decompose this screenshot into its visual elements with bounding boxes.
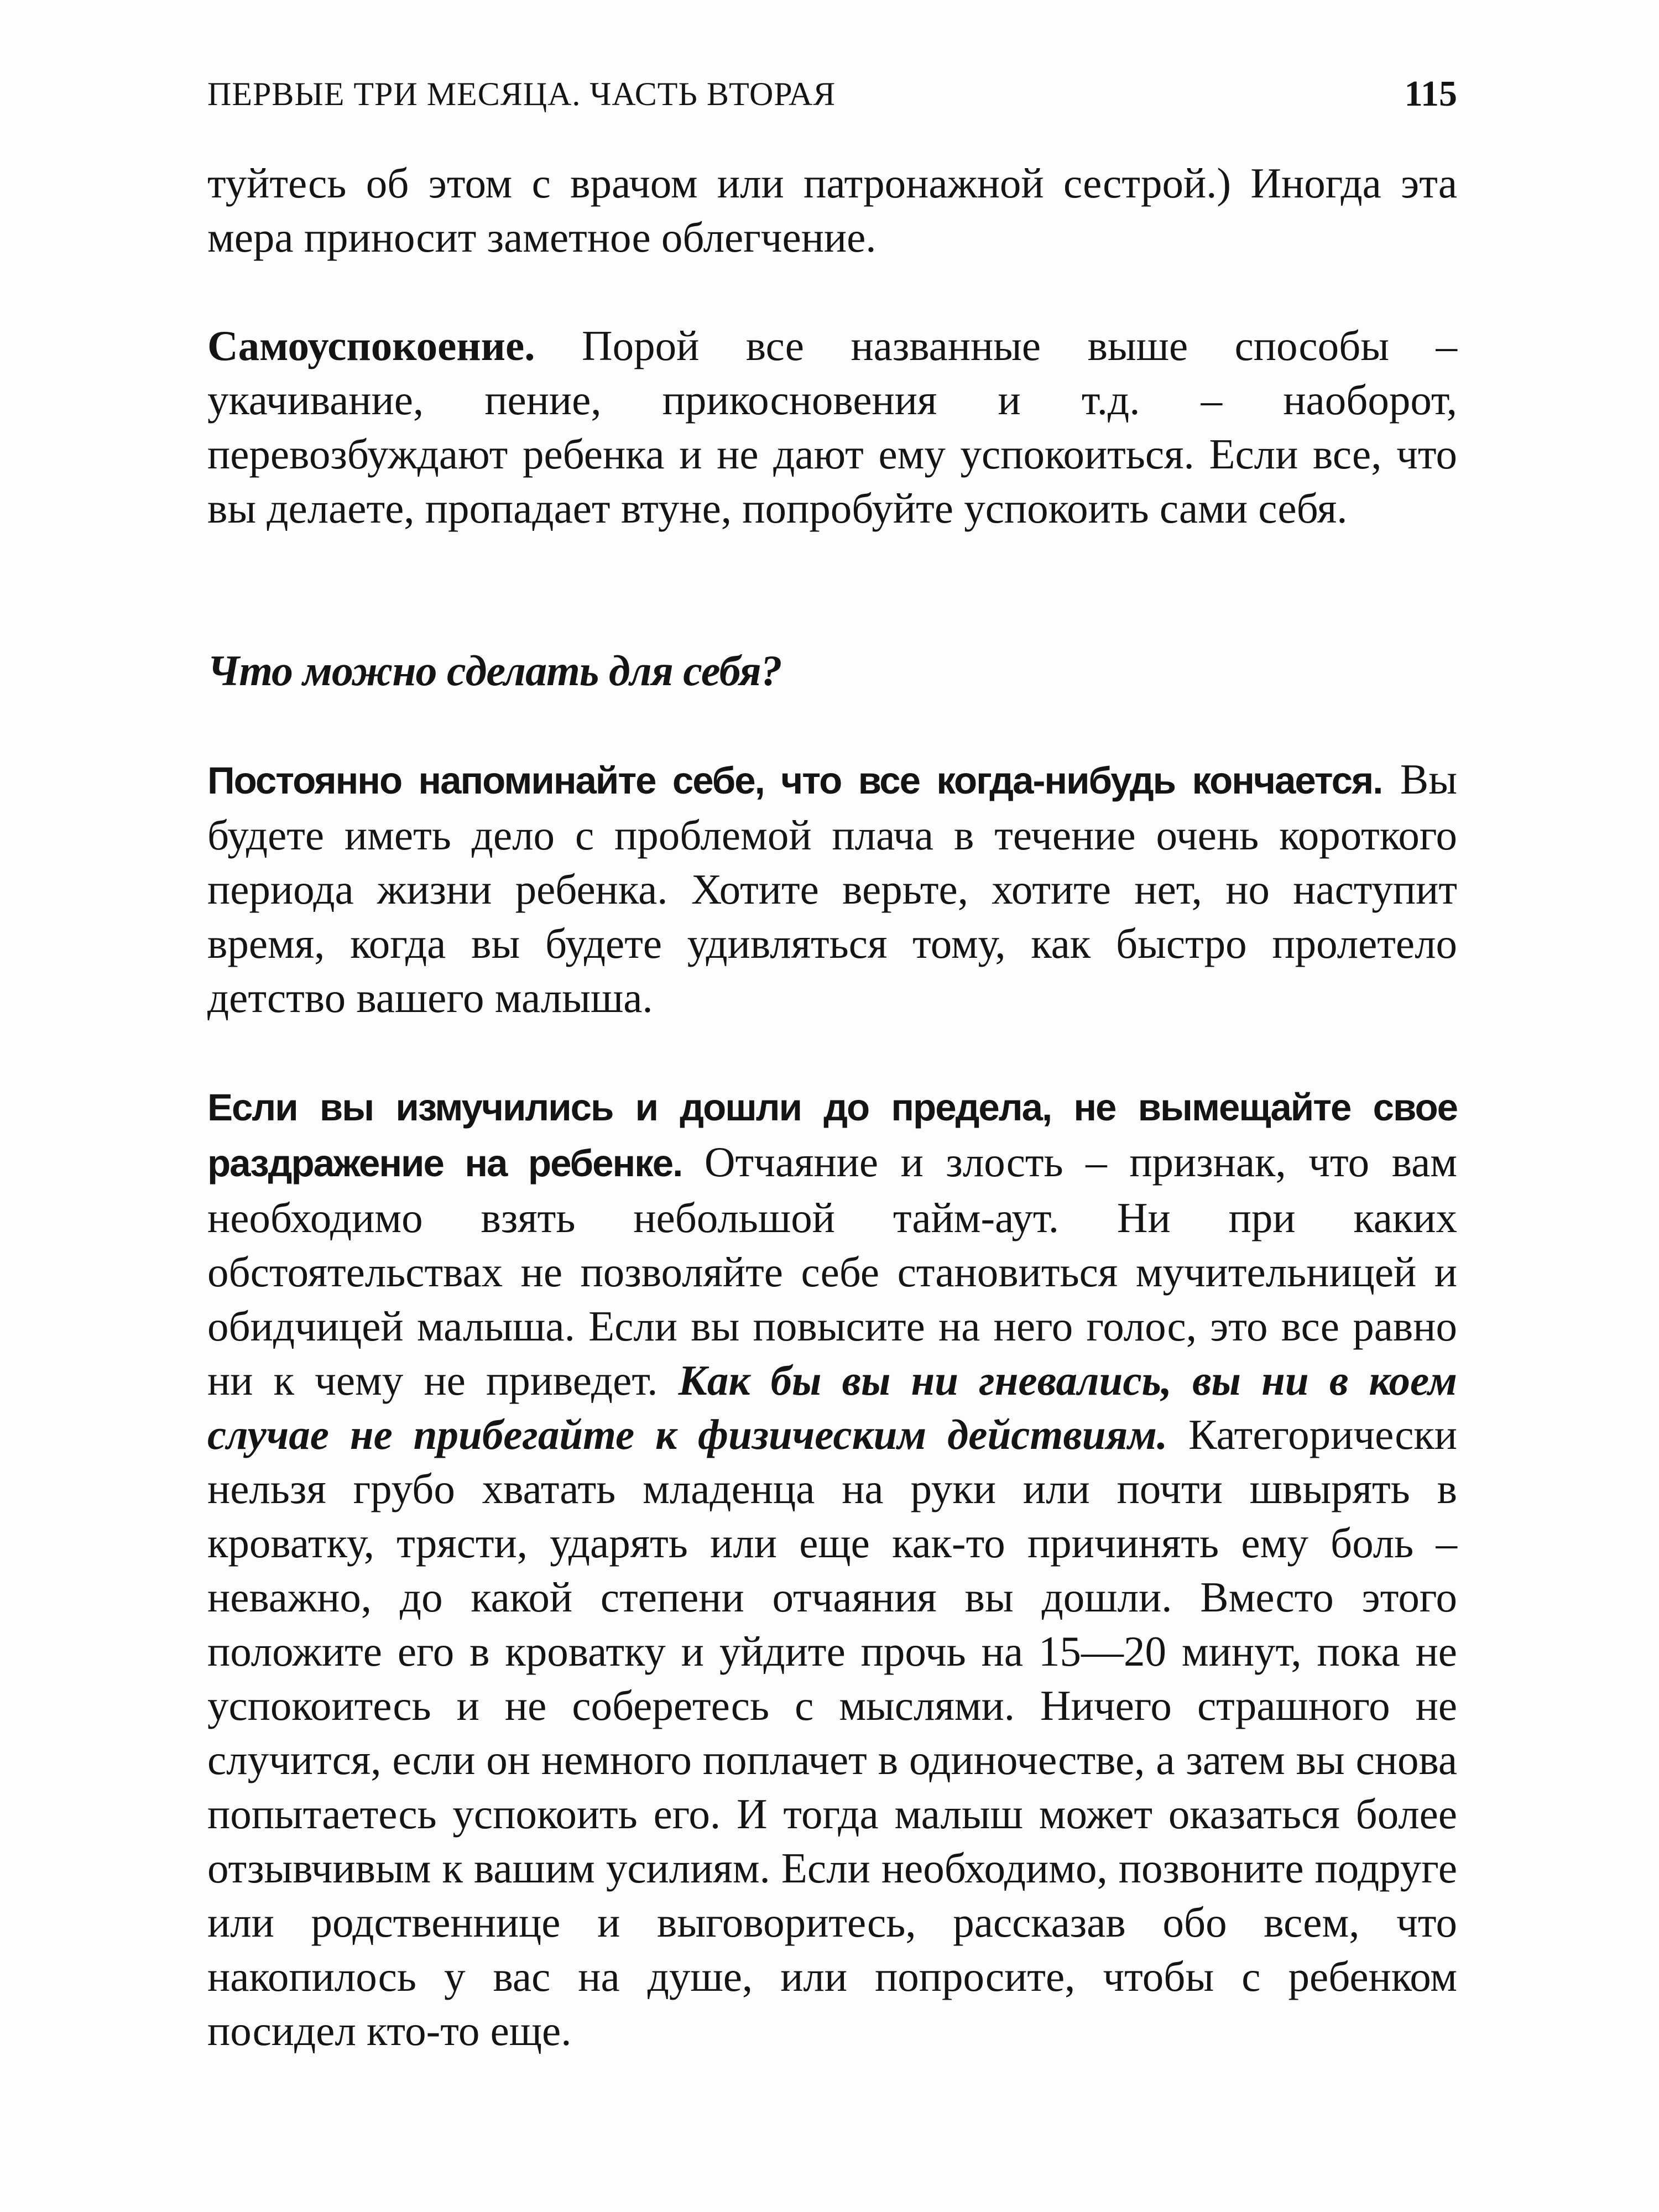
- paragraph-text: Вы будете иметь дело с проблемой плача в течение очень короткого периода жизни ребенка. Хотите верьте, хотите нет, но наступит время, когда вы будете удивляться тому, как быстро пролетело детство вашего малыша.: [207, 755, 1457, 1021]
- paragraph-text: туйтесь об этом с врачом или патронажной сестрой.) Иногда эта мера приносит заметное облегчение.: [207, 159, 1457, 261]
- paragraph-gap: [207, 1025, 1457, 1079]
- section-subheading: Что можно сделать для себя?: [207, 646, 782, 695]
- paragraph-reminder: [207, 752, 1457, 1025]
- paragraph-text: Категорически нельзя грубо хватать младенца на руки или почти швырять в кроватку, трясти, ударять или еще как-то причинять ему боль – неважно, до какой степени отчаяния вы дошли. Вместо этого положите его в кроватку и уйдите прочь на 15—20 минут, пока не успокоитесь и не соберетесь с мыслями. Ничего страшного не случится, если он немного поплачет в одиночестве, а затем вы снова попытаетесь успокоить его. И тогда малыш может оказаться более отзывчивым к вашим усилиям. Если необходимо, позвоните подруге или родственнице и выговоритесь, рассказав обо всем, что накопилось у вас на душе, или попросите, чтобы с ребенком посидел кто-то еще.: [207, 1411, 1457, 2054]
- paragraph-self-soothing: [207, 319, 1457, 535]
- paragraph-text: Отчаяние и злость – признак, что вам необходимо взять небольшой тайм-аут. Ни при каких обстоятельствах не позволяйте себе становиться мучительницей и обидчицей малыша. Если вы повысите на него голос, это все равно ни к чему не приведет.: [207, 1138, 1457, 1404]
- section-gap: [207, 535, 1457, 644]
- paragraph-gap: [207, 264, 1457, 319]
- running-title: ПЕРВЫЕ ТРИ МЕСЯЦА. ЧАСТЬ ВТОРАЯ: [207, 76, 836, 112]
- paragraph-lead: Самоуспокоение.: [207, 322, 535, 369]
- paragraph-continuation: [207, 156, 1457, 264]
- paragraph-lead: Если вы измучились и дошли до предела, не вымещайте свое раздражение на ребенке.: [207, 1086, 1457, 1185]
- page-body: [207, 156, 1457, 2058]
- paragraph-emphasis: Как бы вы ни гневались, вы ни в коем случае не прибегайте к физическим действиям.: [207, 1357, 1458, 1458]
- paragraph-text: Порой все названные выше способы – укачивание, пение, прикосновения и т.д. – наоборот, перевозбуждают ребенка и не дают ему успокоиться. Если все, что вы делаете, пропадает втуне, попробуйте успокоить сами себя.: [207, 322, 1457, 532]
- paragraph-exhaustion: [207, 1079, 1457, 2058]
- page-number: 115: [1404, 74, 1457, 114]
- paragraph-lead: Постоянно напоминайте себе, что все когда-нибудь кончается.: [207, 759, 1383, 802]
- page-header: [207, 66, 1457, 122]
- paragraph-gap: [207, 698, 1457, 752]
